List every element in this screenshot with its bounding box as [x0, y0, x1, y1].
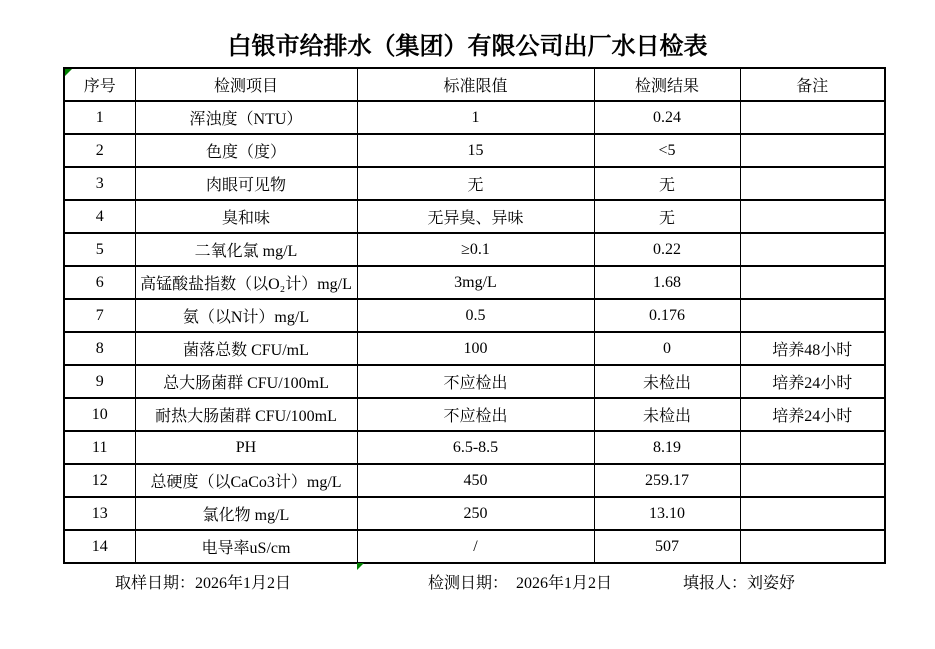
cell-remark	[740, 134, 885, 167]
cell-item: 总硬度（以CaCo3计）mg/L	[135, 464, 357, 497]
cell-result: 8.19	[594, 431, 740, 464]
cell-limit: 不应检出	[357, 365, 594, 398]
table-row	[64, 365, 885, 398]
cell-limit: 不应检出	[357, 398, 594, 431]
cell-flag-icon	[65, 69, 72, 76]
cell-remark	[740, 233, 885, 266]
cell-limit: /	[357, 530, 594, 563]
header-remark: 备注	[740, 68, 885, 101]
table-row	[64, 233, 885, 266]
cell-no: 10	[64, 398, 135, 431]
cell-no: 8	[64, 332, 135, 365]
cell-result: 0.22	[594, 233, 740, 266]
table-row	[64, 332, 885, 365]
cell-result: 259.17	[594, 464, 740, 497]
cell-remark	[740, 266, 885, 299]
cell-result: 无	[594, 200, 740, 233]
cell-item: PH	[135, 431, 357, 464]
table-row	[64, 134, 885, 167]
cell-result: 未检出	[594, 398, 740, 431]
cell-no: 7	[64, 299, 135, 332]
cell-limit: 6.5-8.5	[357, 431, 594, 464]
table-row	[64, 266, 885, 299]
reporter-text: 填报人：刘姿妤	[683, 575, 796, 592]
page-title: 白银市给排水（集团）有限公司出厂水日检表	[227, 34, 708, 60]
table-row	[64, 299, 885, 332]
cell-limit: 3mg/L	[357, 266, 594, 299]
cell-no: 1	[64, 101, 135, 134]
cell-item: 色度（度）	[135, 134, 357, 167]
cell-item: 臭和味	[135, 200, 357, 233]
cell-no: 2	[64, 134, 135, 167]
cell-item: 菌落总数 CFU/mL	[135, 332, 357, 365]
cell-no: 6	[64, 266, 135, 299]
cell-result: 507	[594, 530, 740, 563]
cell-item: 氯化物 mg/L	[135, 497, 357, 530]
cell-item: 氨（以N计）mg/L	[135, 299, 357, 332]
table-row	[64, 464, 885, 497]
cell-remark	[740, 464, 885, 497]
cell-no: 5	[64, 233, 135, 266]
cell-limit: 无异臭、异味	[357, 200, 594, 233]
sampling-date-text: 取样日期：2026年1月2日	[115, 575, 292, 592]
table-row	[64, 167, 885, 200]
cell-limit: 100	[357, 332, 594, 365]
cell-remark	[740, 530, 885, 563]
cell-limit: 250	[357, 497, 594, 530]
cell-item: 浑浊度（NTU）	[135, 101, 357, 134]
table-row	[64, 497, 885, 530]
cell-remark	[740, 431, 885, 464]
header-result: 检测结果	[594, 68, 740, 101]
cell-no: 11	[64, 431, 135, 464]
header-no: 序号	[64, 68, 135, 101]
cell-limit: 1	[357, 101, 594, 134]
cell-no: 12	[64, 464, 135, 497]
cell-flag-icon	[357, 563, 364, 570]
cell-result: 1.68	[594, 266, 740, 299]
cell-remark	[740, 167, 885, 200]
cell-limit: 0.5	[357, 299, 594, 332]
cell-item: 总大肠菌群 CFU/100mL	[135, 365, 357, 398]
cell-no: 3	[64, 167, 135, 200]
table-row	[64, 530, 885, 563]
cell-no: 9	[64, 365, 135, 398]
cell-result: 0.176	[594, 299, 740, 332]
table-row	[64, 431, 885, 464]
cell-result: 未检出	[594, 365, 740, 398]
test-date-text: 检测日期： 2026年1月2日	[428, 575, 613, 592]
cell-remark: 培养24小时	[740, 365, 885, 398]
cell-no: 13	[64, 497, 135, 530]
cell-item: 肉眼可见物	[135, 167, 357, 200]
cell-remark	[740, 101, 885, 134]
cell-remark	[740, 299, 885, 332]
cell-result: 0.24	[594, 101, 740, 134]
table-header-row	[64, 68, 885, 101]
table-row	[64, 101, 885, 134]
header-limit: 标准限值	[357, 68, 594, 101]
cell-item: 高锰酸盐指数（以O₂计）mg/L	[135, 266, 357, 299]
cell-no: 14	[64, 530, 135, 563]
cell-item: 二氧化氯 mg/L	[135, 233, 357, 266]
inspection-table	[63, 67, 886, 564]
cell-result: 无	[594, 167, 740, 200]
cell-result: <5	[594, 134, 740, 167]
cell-result: 0	[594, 332, 740, 365]
cell-result: 13.10	[594, 497, 740, 530]
table-row	[64, 398, 885, 431]
cell-limit: 15	[357, 134, 594, 167]
cell-remark	[740, 497, 885, 530]
cell-limit: 450	[357, 464, 594, 497]
cell-no: 4	[64, 200, 135, 233]
header-item: 检测项目	[135, 68, 357, 101]
cell-remark: 培养48小时	[740, 332, 885, 365]
cell-item: 电导率uS/cm	[135, 530, 357, 563]
cell-remark: 培养24小时	[740, 398, 885, 431]
cell-limit: 无	[357, 167, 594, 200]
cell-remark	[740, 200, 885, 233]
cell-limit: ≥0.1	[357, 233, 594, 266]
cell-item: 耐热大肠菌群 CFU/100mL	[135, 398, 357, 431]
table-row	[64, 200, 885, 233]
